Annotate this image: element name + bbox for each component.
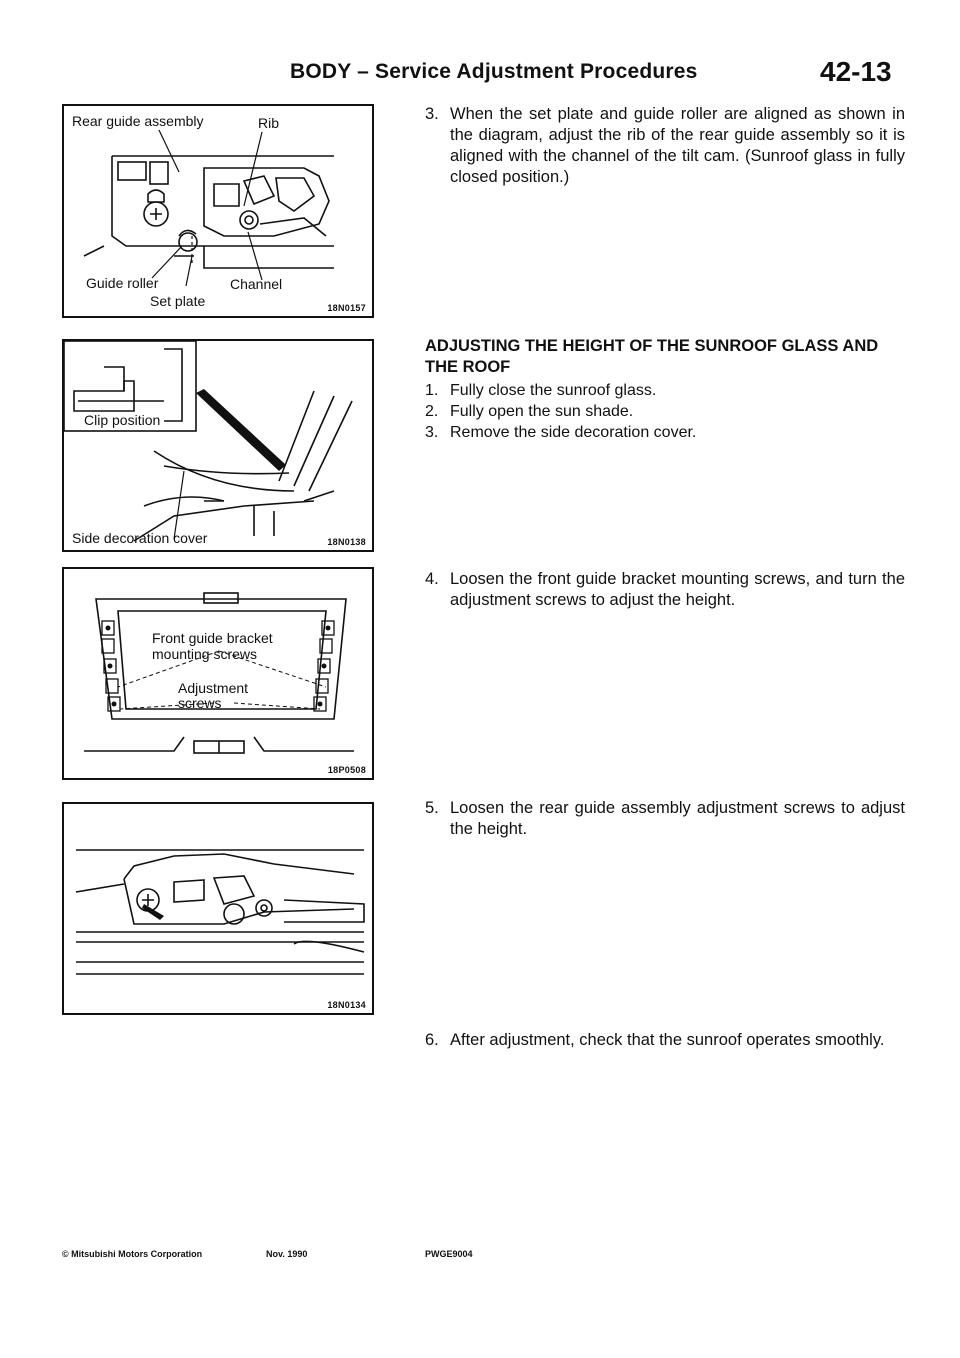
label-side-decoration-cover: Side decoration cover (72, 530, 208, 546)
list-item (425, 422, 905, 443)
page-number: 42-13 (820, 56, 892, 87)
step-number: 3. (425, 105, 439, 123)
figure-rear-guide-adjustment (62, 802, 374, 1015)
label-front-guide-bracket-2: mounting screws (152, 646, 258, 662)
label-channel: Channel (230, 276, 283, 292)
label-clip-position: Clip position (84, 412, 161, 428)
step-text: Loosen the front guide bracket mounting screws, and turn the adjustment screws to adjust the height. (450, 570, 905, 609)
step-text: Loosen the rear guide assembly adjustment screws to adjust the height. (450, 799, 905, 838)
figure-side-decoration-cover (62, 339, 374, 552)
list-item-number: 3. (425, 424, 439, 441)
list-item (425, 401, 905, 422)
label-rear-guide-assembly: Rear guide assembly (72, 113, 204, 129)
figure-code: 18N0138 (327, 537, 366, 547)
figure-code: 18N0134 (327, 1000, 366, 1010)
figure-code: 18P0508 (327, 765, 366, 775)
figure-rear-guide-assembly (62, 104, 374, 318)
figure-front-guide-bracket (62, 567, 374, 780)
label-rib: Rib (258, 115, 280, 131)
figure-code: 18N0157 (327, 303, 366, 313)
step-number: 4. (425, 570, 439, 588)
step-number: 5. (425, 799, 439, 817)
label-adjustment-2: screws (178, 695, 222, 711)
label-set-plate: Set plate (150, 293, 206, 309)
footer-date: Nov. 1990 (266, 1249, 308, 1259)
step-text: When the set plate and guide roller are aligned as shown in the diagram, adjust the rib of the rear guide assembly so it is aligned with the channel of the tilt cam. (Sunroof glass in fully closed position.) (450, 105, 905, 186)
footer-copyright: © Mitsubishi Motors Corporation (62, 1249, 203, 1259)
list-item-number: 2. (425, 403, 439, 420)
label-adjustment-1: Adjustment (178, 680, 249, 696)
procedure-list (425, 380, 905, 443)
step-number: 6. (425, 1031, 439, 1049)
footer-code: PWGE9004 (425, 1249, 473, 1259)
list-item-text: Fully close the sunroof glass. (450, 382, 657, 399)
list-item-number: 1. (425, 382, 439, 399)
list-item-text: Remove the side decoration cover. (450, 424, 697, 441)
label-guide-roller: Guide roller (86, 275, 159, 291)
section-heading: ADJUSTING THE HEIGHT OF THE SUNROOF GLASS AND THE ROOF (425, 337, 879, 376)
list-item-text: Fully open the sun shade. (450, 403, 634, 420)
front-guide-bracket-drawing (64, 569, 374, 780)
page-header-title: BODY – Service Adjustment Procedures (290, 60, 698, 83)
rear-guide-adjustment-drawing (64, 804, 374, 1015)
label-front-guide-bracket-1: Front guide bracket (152, 630, 273, 646)
step-text: After adjustment, check that the sunroof operates smoothly. (450, 1031, 885, 1049)
side-decoration-cover-drawing (64, 341, 374, 552)
list-item (425, 380, 905, 401)
